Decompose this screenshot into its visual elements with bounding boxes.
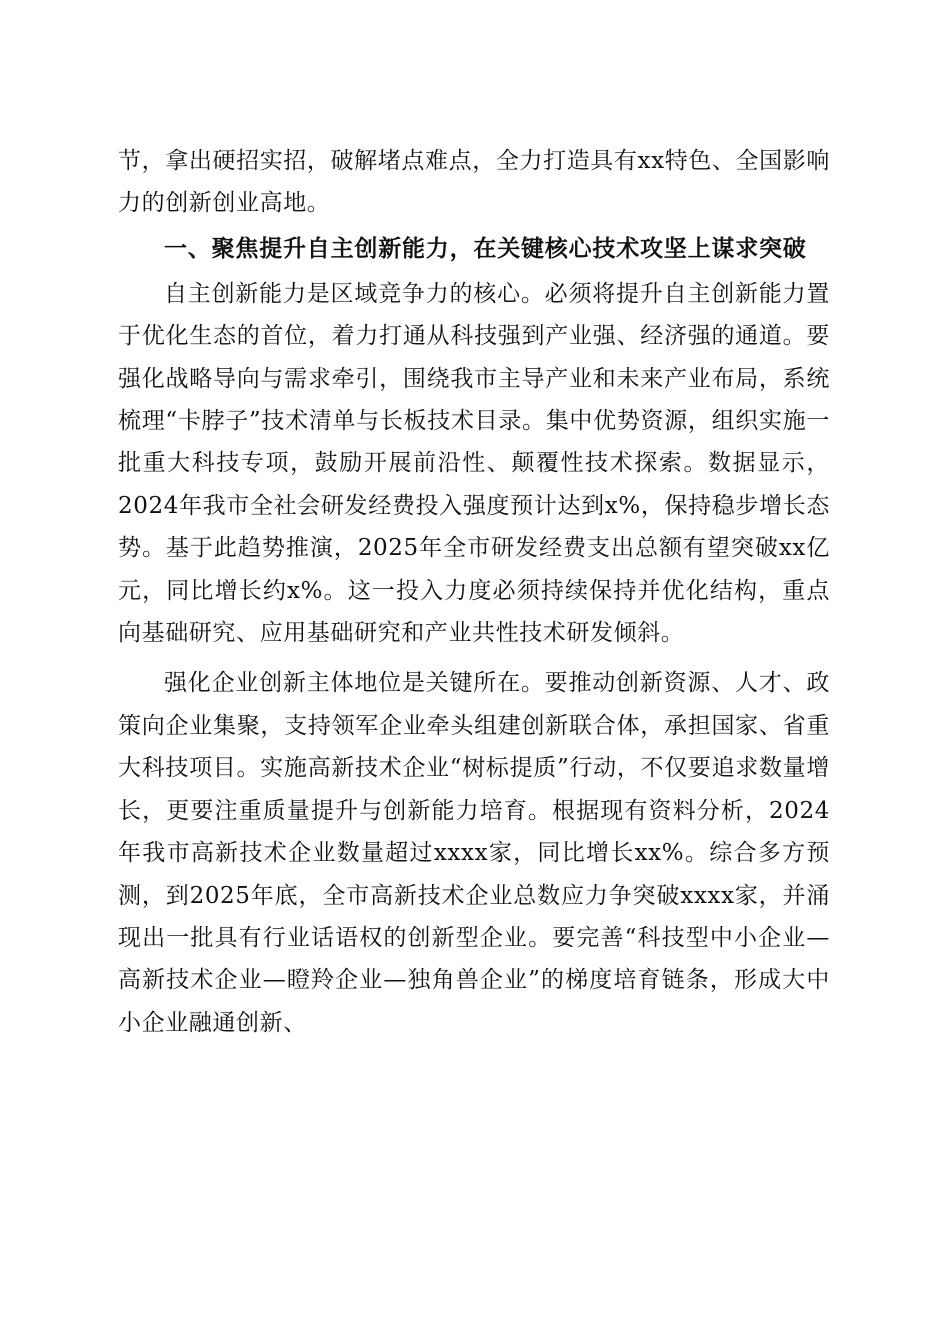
body-paragraph-2: 强化企业创新主体地位是关键所在。要推动创新资源、人才、政策向企业集聚，支持领军企业牵头组建创新联合体，承担国家、省重大科技项目。实施高新技术企业“树标提质”行动，不仅要追求数量增长，更要注重质量提升与创新能力培育。根据现有资料分析，2024年我市高新技术企业数量超过xxxx家，同比增长xx%。综合多方预测，到2025年底，全市高新技术企业总数应力争突破xxxx家，并涌现出一批具有行业话语权的创新型企业。要完善“科技型中小企业—高新技术企业—瞪羚企业—独角兽企业”的梯度培育链条，形成大中小企业融通创新、 xyxy=(118,670,830,1036)
continuation-paragraph: 节，拿出硬招实招，破解堵点难点，全力打造具有xx特色、全国影响力的创新创业高地。 xyxy=(118,148,830,217)
body-paragraph-1: 自主创新能力是区域竞争力的核心。必须将提升自主创新能力置于优化生态的首位，着力打通从科技强到产业强、经济强的通道。要强化战略导向与需求牵引，围绕我市主导产业和未来产业布局，系统梳理“卡脖子”技术清单与长板技术目录。集中优势资源，组织实施一批重大科技专项，鼓励开展前沿性、颠覆性技术探索。数据显示，2024年我市全社会研发经费投入强度预计达到x%，保持稳步增长态势。基于此趋势推演，2025年全市研发经费支出总额有望突破xx亿元，同比增长约x%。这一投入力度必须持续保持并优化结构，重点向基础研究、应用基础研究和产业共性技术研发倾斜。 xyxy=(118,280,830,647)
document-body xyxy=(118,140,830,1044)
section-heading: 一、聚焦提升自主创新能力，在关键核心技术攻坚上谋求突破 xyxy=(164,235,807,262)
